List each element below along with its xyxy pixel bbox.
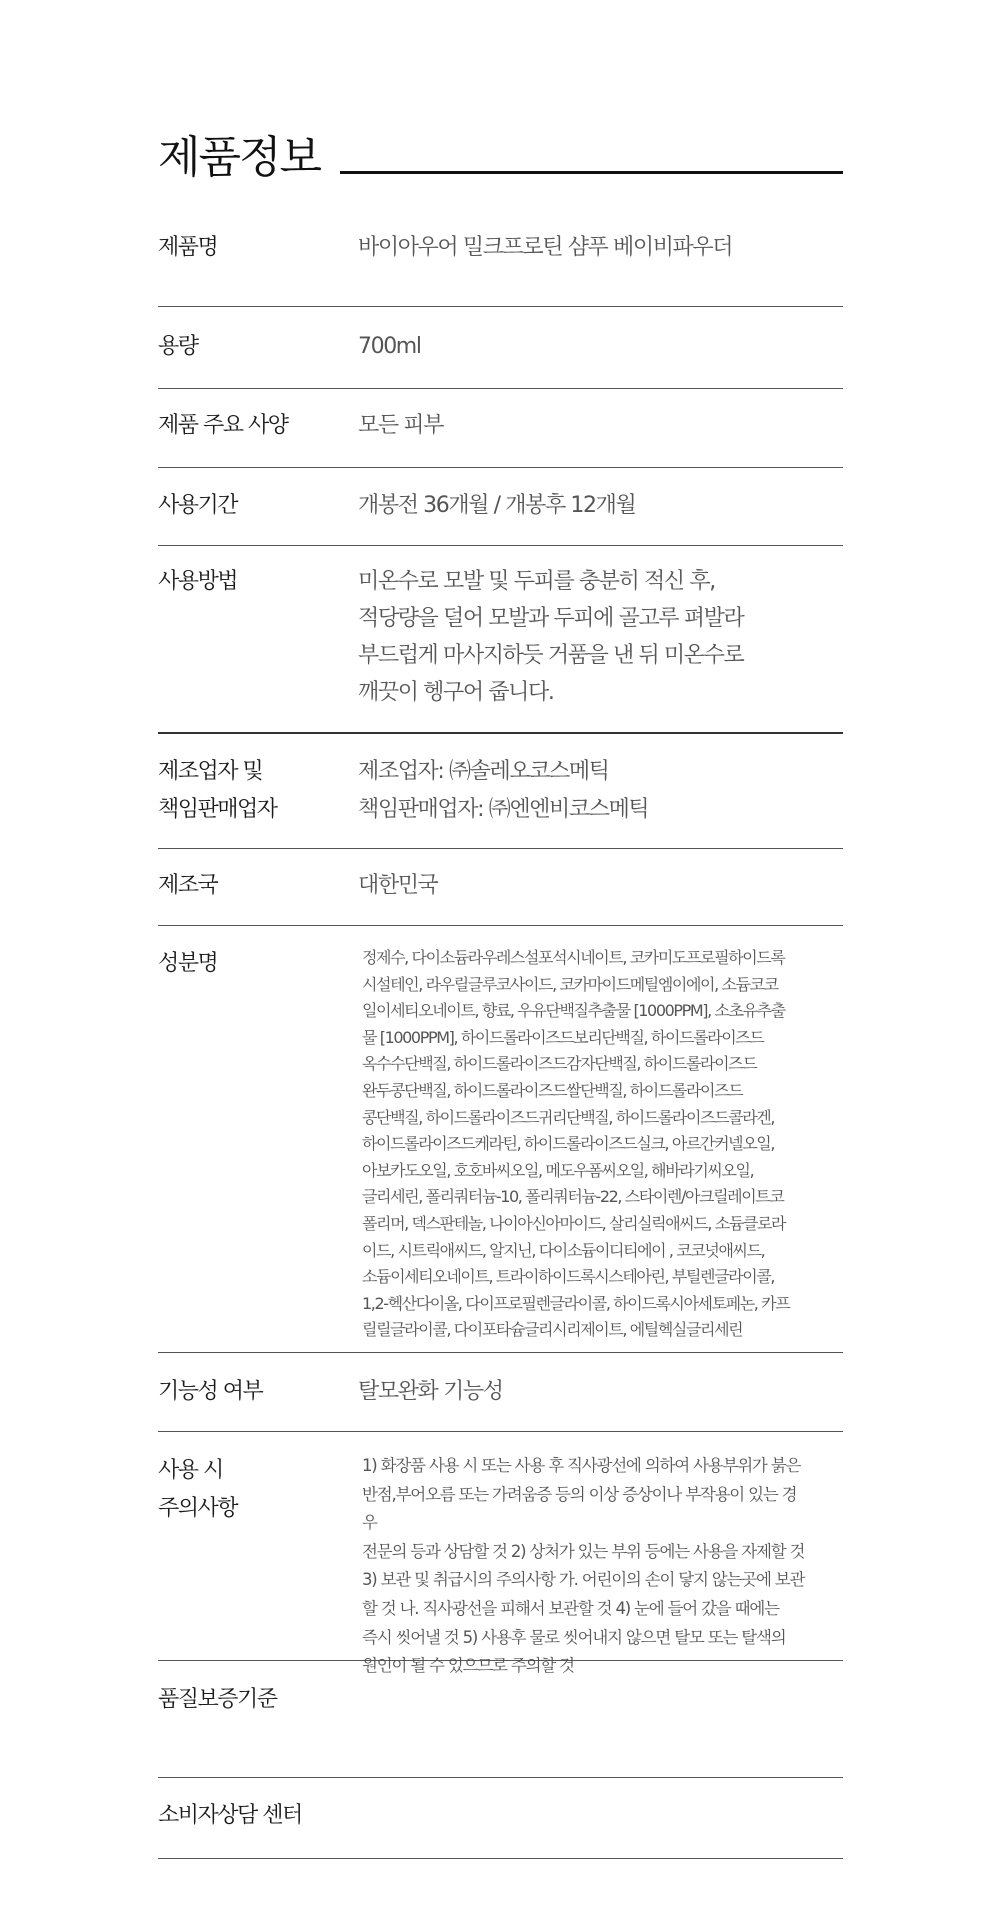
product-info-table (158, 193, 843, 1859)
row-main-spec (158, 389, 843, 468)
row-value (358, 1797, 843, 1858)
row-usage-period (158, 468, 843, 546)
row-manufacturer (158, 734, 843, 849)
title-row (158, 128, 843, 188)
row-precautions (158, 1432, 843, 1676)
title-divider (340, 171, 843, 174)
row-volume (158, 307, 843, 389)
row-label: 기능성 여부 (158, 1379, 263, 1404)
row-value: 탈모완화 기능성 (358, 1379, 503, 1404)
row-value: 모든 피부 (358, 413, 444, 438)
row-label: 제조업자 및 책임판매업자 (158, 759, 277, 822)
row-label: 제조국 (158, 873, 218, 898)
row-usage-method (158, 546, 843, 734)
page-title: 제품정보 (158, 132, 321, 183)
row-label: 품질보증기준 (158, 1687, 277, 1712)
row-label: 제품 주요 사양 (158, 413, 288, 438)
row-label: 제품명 (158, 235, 218, 260)
row-label: 사용기간 (158, 493, 238, 518)
row-value: 대한민국 (358, 873, 438, 898)
row-value: 개봉전 36개월 / 개봉후 12개월 (358, 493, 636, 518)
row-label: 용량 (158, 334, 198, 359)
row-value: 제조업자: ㈜솔레오코스메틱 책임판매업자: ㈜엔엔비코스메틱 (358, 759, 649, 822)
row-value: 바이아우어 밀크프로틴 샴푸 베이비파우더 (358, 235, 733, 260)
row-value: 700ml (358, 334, 421, 359)
row-value (358, 1681, 843, 1777)
row-value: 1) 화장품 사용 시 또는 사용 후 직사광선에 의하여 사용부위가 붉은 반점,부어오름 또는 가려움증 등의 이상 증상이나 부작용이 있는 경우 전문의 등과 상담할 것 2) 상처가 있는 부위 등에는 사용을 자제할 것 3) 보관 및 취급시의 주의사항 가. 어린이의 손이 닿지 않는곳에 보관 할 것 나. 직사광선을 피해서 보관할 것 4) 눈에 들어 갔을 때에는 즉시 씻어낼 것 5) 사용후 물로 씻어내지 않으면 탈모 또는 탈색의 원인이 될 수 있으므로 주의할 것 (362, 1456, 805, 1676)
row-consumer-center (158, 1778, 843, 1859)
row-label: 사용방법 (158, 569, 238, 594)
row-label: 사용 시 주의사항 (158, 1458, 238, 1521)
row-value: 정제수, 다이소듐라우레스설포석시네이트, 코카미도프로필하이드록 시설테인, 라우릴글루코사이드, 코카마이드메틸엠이에이, 소듐코코 일이세티오네이트, 향료, 우유단백질추출물 [1000PPM], 소초유추출 물 [1000PPM], 하이드롤라이즈드보리단백질, 하이드롤라이즈드 옥수수단백질, 하이드롤라이즈드감자단백질, 하이드롤라이즈드 완두콩단백질, 하이드롤라이즈드쌀단백질, 하이드롤라이즈드 콩단백질, 하이드롤라이즈드귀리단백질, 하이드롤라이즈드콜라겐, 하이드롤라이즈드케라틴, 하이드롤라이즈드실크, 아르간커넬오일, 아보카도오일, 호호바씨오일, 메도우폼씨오일, 해바라기씨오일, 글리세린, 폴리쿼터늄-10, 폴리쿼터늄-22, 스타이렌/아크릴레이트코 폴리머, 덱스판테놀, 나이아신아마이드, 살리실릭애씨드, 소듐클로라 이드, 시트릭애씨드, 알지닌, 다이소듐이디티에이 , 코코넛애씨드, 소듐이세티오네이트, 트라이하이드록시스테아린, 부틸렌글라이콜, 1,2-헥산다이올, 다이프로필렌글라이콜, 하이드록시아세토페논, 카프 릴릴글라이콜, 다이포타슘글리시리제이트, 에틸헥실글리세린 (362, 948, 790, 1340)
row-label: 소비자상담 센터 (158, 1803, 302, 1828)
row-ingredients (158, 926, 843, 1353)
row-functionality (158, 1353, 843, 1432)
row-value: 미온수로 모발 및 두피를 충분히 적신 후, 적당량을 덜어 모발과 두피에 골고루 펴발라 부드럽게 마사지하듯 거품을 낸 뒤 미온수로 깨끗이 헹구어 줍니다. (358, 569, 744, 705)
row-country (158, 849, 843, 926)
row-product-name (158, 193, 843, 307)
row-label: 성분명 (158, 951, 218, 976)
